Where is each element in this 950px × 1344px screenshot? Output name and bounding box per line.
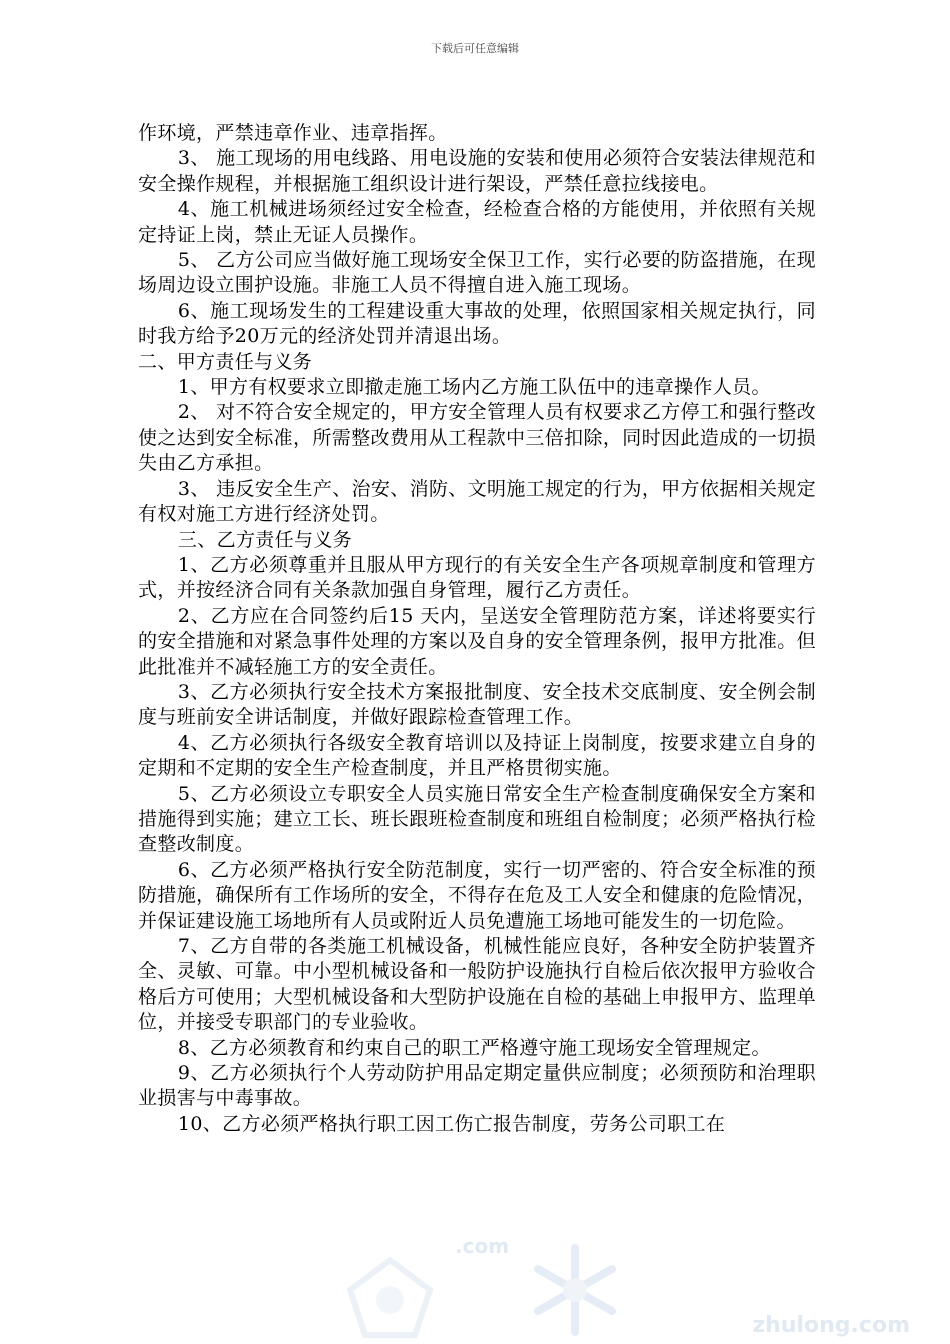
page-header-note: 下载后可任意编辑 bbox=[431, 42, 519, 55]
paragraph-party-b-9: 9、乙方必须执行个人劳动防护用品定期定量供应制度；必须预防和治理职业损害与中毒事故。 bbox=[138, 1062, 816, 1110]
watermark-site-text: zhulong.com bbox=[752, 1313, 910, 1338]
paragraph-party-b-8: 8、乙方必须教育和约束自己的职工严格遵守施工现场安全管理规定。 bbox=[177, 1036, 771, 1059]
section-heading-party-b: 三、乙方责任与义务 bbox=[177, 528, 353, 551]
paragraph-continuation: 作环境，严禁违章作业、违章指挥。 bbox=[138, 122, 448, 144]
paragraph-item-6-accidents: 6、施工现场发生的工程建设重大事故的处理，依照国家相关规定执行，同时我方给予20万元的经济处罚并清退出场。 bbox=[138, 299, 816, 348]
section-heading-party-a: 二、甲方责任与义务 bbox=[138, 350, 313, 373]
watermark-logo-icon bbox=[345, 1255, 435, 1340]
paragraph-party-b-3: 3、乙方必须执行安全技术方案报批制度、安全技术交底制度、安全例会制度与班前安全讲话制度，并做好跟踪检查管理工作。 bbox=[138, 680, 816, 729]
paragraph-party-b-6: 6、乙方必须严格执行安全防范制度，实行一切严密的、符合安全标准的预防措施，确保所有工作场所的安全，不得存在危及工人安全和健康的危险情况，并保证建设施工场地所有人员或附近人员免遭施工场地可能发生的一切危险。 bbox=[138, 858, 816, 932]
paragraph-party-b-5: 5、乙方必须设立专职安全人员实施日常安全生产检查制度确保安全方案和措施得到实施；建立工长、班长跟班检查制度和班组自检制度；必须严格执行检查整改制度。 bbox=[138, 782, 816, 856]
paragraph-party-b-10: 10、乙方必须严格执行职工因工伤亡报告制度，劳务公司职工在 bbox=[177, 1112, 726, 1135]
paragraph-party-b-2: 2、乙方应在合同签约后15 天内，呈送安全管理防范方案，详述将要实行的安全措施和对紧急事件处理的方案以及自身的安全管理条例，报甲方批准。但此批准并不减轻施工方的安全责任。 bbox=[138, 604, 816, 678]
paragraph-party-a-2: 2、 对不符合安全规定的，甲方安全管理人员有权要求乙方停工和强行整改使之达到安全标准，所需整改费用从工程款中三倍扣除，同时因此造成的一切损失由乙方承担。 bbox=[138, 401, 816, 475]
document-body bbox=[138, 121, 816, 1137]
watermark-com-text: .com bbox=[455, 1234, 510, 1258]
paragraph-party-b-1: 1、乙方必须尊重并且服从甲方现行的有关安全生产各项规章制度和管理方式，并按经济合同有关条款加强自身管理，履行乙方责任。 bbox=[138, 553, 816, 602]
paragraph-item-3-electrical: 3、 施工现场的用电线路、用电设施的安装和使用必须符合安装法律规范和安全操作规程，并根据施工组织设计进行架设，严禁任意拉线接电。 bbox=[138, 147, 816, 195]
paragraph-party-a-1: 1、甲方有权要求立即撤走施工场内乙方施工队伍中的违章操作人员。 bbox=[177, 376, 771, 399]
paragraph-item-4-machinery: 4、施工机械进场须经过安全检查，经检查合格的方能使用，并依照有关规定持证上岗，禁止无证人员操作。 bbox=[138, 198, 816, 246]
watermark-snowflake-icon bbox=[520, 1240, 630, 1340]
paragraph-item-5-security: 5、 乙方公司应当做好施工现场安全保卫工作，实行必要的防盗措施，在现场周边设立围护设施。非施工人员不得擅自进入施工现场。 bbox=[138, 249, 816, 297]
paragraph-party-b-4: 4、乙方必须执行各级安全教育培训以及持证上岗制度，按要求建立自身的定期和不定期的安全生产检查制度，并且严格贯彻实施。 bbox=[138, 731, 816, 780]
paragraph-party-a-3: 3、 违反安全生产、治安、消防、文明施工规定的行为，甲方依据相关规定有权对施工方进行经济处罚。 bbox=[138, 477, 816, 526]
paragraph-party-b-7: 7、乙方自带的各类施工机械设备，机械性能应良好，各种安全防护装置齐全、灵敏、可靠。中小型机械设备和一般防护设施执行自检后依次报甲方验收合格后方可使用；大型机械设备和大型防护设施在自检的基础上申报甲方、监理单位，并接受专职部门的专业验收。 bbox=[138, 935, 816, 1034]
